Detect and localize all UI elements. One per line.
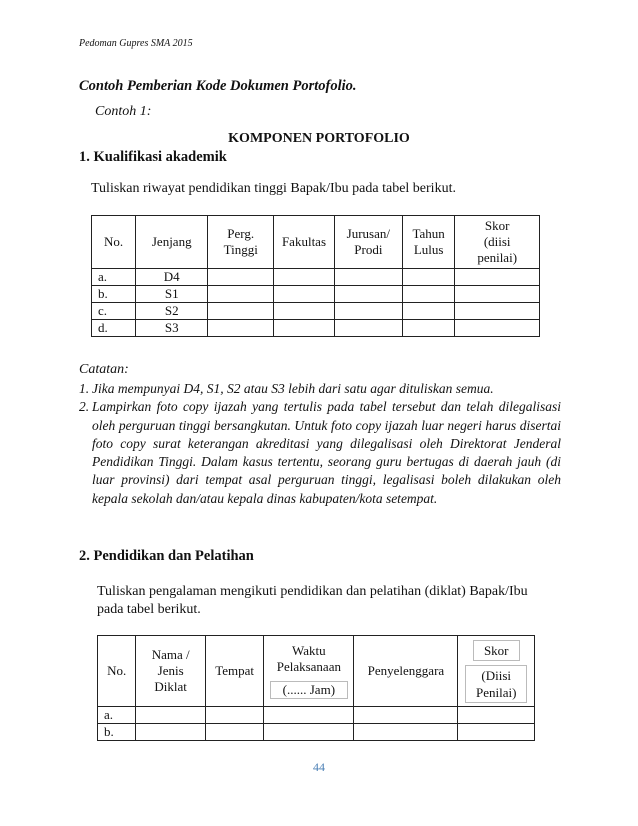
row-cell[interactable] [136, 707, 206, 724]
row-cell[interactable] [458, 707, 535, 724]
section1-instruction: Tuliskan riwayat pendidikan tinggi Bapak/Ibu pada tabel berikut. [91, 181, 456, 196]
header-perguruan-tinggi [208, 216, 274, 269]
row-cell[interactable] [455, 303, 540, 320]
row-cell[interactable] [334, 269, 402, 286]
table-row [92, 320, 540, 337]
notes-list [79, 380, 561, 508]
table-row [92, 303, 540, 320]
table-row [98, 707, 535, 724]
training-table [97, 635, 535, 741]
header-jurusan-line2: Prodi [354, 242, 383, 257]
row-cell[interactable] [264, 724, 354, 741]
header-waktu [264, 636, 354, 707]
section-title: Contoh Pemberian Kode Dokumen Portofolio. [79, 78, 357, 94]
row-no: a. [98, 707, 136, 724]
header-skor-line1: Skor [473, 640, 520, 661]
header-perg-line1: Perg. [227, 226, 255, 241]
row-cell[interactable] [402, 303, 454, 320]
row-cell[interactable] [208, 286, 274, 303]
row-cell[interactable] [402, 320, 454, 337]
header-skor-line2: (diisi [483, 234, 511, 249]
header-no: No. [98, 636, 136, 707]
row-jenjang: S1 [136, 286, 208, 303]
table-header-row [92, 216, 540, 269]
row-cell[interactable] [334, 303, 402, 320]
header-waktu-line3: (...... Jam) [270, 681, 348, 699]
header-tempat: Tempat [206, 636, 264, 707]
component-title [0, 131, 638, 147]
table-row [98, 724, 535, 741]
header-nama-line1: Nama / [151, 647, 190, 662]
page-number: 44 [313, 760, 325, 774]
row-no: d. [92, 320, 136, 337]
row-cell[interactable] [274, 286, 335, 303]
header-skor-line3: penilai) [477, 250, 518, 265]
row-cell[interactable] [264, 707, 354, 724]
row-no: b. [98, 724, 136, 741]
row-cell[interactable] [206, 707, 264, 724]
component-title-text: KOMPONEN PORTOFOLIO [228, 131, 410, 146]
header-skor [458, 636, 535, 707]
header-skor-line3: Penilai) [476, 684, 517, 700]
header-waktu-line1: Waktu [292, 643, 326, 658]
row-cell[interactable] [208, 269, 274, 286]
row-cell[interactable] [334, 320, 402, 337]
row-cell[interactable] [274, 320, 335, 337]
header-skor-box [465, 665, 527, 703]
row-cell[interactable] [402, 286, 454, 303]
row-cell[interactable] [208, 320, 274, 337]
row-no: b. [92, 286, 136, 303]
header-tahun-line1: Tahun [412, 226, 445, 241]
row-no: a. [92, 269, 136, 286]
header-jurusan [334, 216, 402, 269]
row-cell[interactable] [208, 303, 274, 320]
list-item [79, 398, 561, 508]
section1-heading: 1. Kualifikasi akademik [79, 149, 227, 165]
row-cell[interactable] [455, 269, 540, 286]
note-text: Lampirkan foto copy ijazah yang tertulis pada tabel tersebut dan telah dilegalisasi oleh perguruan tinggi bersangkutan. Untuk foto copy ijazah luar negeri harus disertai foto copy surat keterangan akreditasi yang dilegalisasi oleh Direktorat Jenderal Pendidikan Tinggi. Dalam kasus tertentu, seorang guru bertugas di daerah jauh (di luar provinsi) dari tempat asal perguruan tinggi, legalisasi boleh dilakukan oleh kepala sekolah dan/atau kepala dinas kabupaten/kota setempat. [92, 399, 561, 506]
row-cell[interactable] [455, 286, 540, 303]
row-cell[interactable] [458, 724, 535, 741]
header-nama-line3: Diklat [154, 679, 187, 694]
header-penyelenggara: Penyelenggara [354, 636, 458, 707]
header-jenjang: Jenjang [136, 216, 208, 269]
header-tahun-lulus [402, 216, 454, 269]
header-tahun-line2: Lulus [413, 242, 444, 257]
table-row [92, 269, 540, 286]
header-waktu-line2: Pelaksanaan [276, 659, 341, 674]
row-cell[interactable] [455, 320, 540, 337]
notes-label: Catatan: [79, 362, 129, 377]
section2-heading: 2. Pendidikan dan Pelatihan [79, 548, 254, 564]
example-label: Contoh 1: [95, 104, 152, 119]
row-cell[interactable] [274, 303, 335, 320]
row-cell[interactable] [136, 724, 206, 741]
header-nama-line2: Jenis [157, 663, 184, 678]
row-cell[interactable] [354, 724, 458, 741]
page-header: Pedoman Gupres SMA 2015 [79, 38, 193, 49]
row-jenjang: S3 [136, 320, 208, 337]
note-text: Jika mempunyai D4, S1, S2 atau S3 lebih dari satu agar dituliskan semua. [92, 381, 494, 396]
note-number: 2. [79, 399, 90, 415]
header-skor-line1: Skor [484, 218, 510, 233]
list-item [79, 380, 561, 398]
row-cell[interactable] [206, 724, 264, 741]
table-row [92, 286, 540, 303]
header-perg-line2: Tinggi [223, 242, 258, 257]
row-jenjang: D4 [136, 269, 208, 286]
header-skor [455, 216, 540, 269]
header-jurusan-line1: Jurusan/ [346, 226, 391, 241]
header-nama-diklat [136, 636, 206, 707]
row-cell[interactable] [354, 707, 458, 724]
section2-instruction: Tuliskan pengalaman mengikuti pendidikan dan pelatihan (diklat) Bapak/Ibu pada tabel berikut. [97, 584, 528, 617]
header-no: No. [92, 216, 136, 269]
row-jenjang: S2 [136, 303, 208, 320]
row-cell[interactable] [274, 269, 335, 286]
row-cell[interactable] [402, 269, 454, 286]
header-skor-line2: (Diisi [481, 667, 512, 683]
row-no: c. [92, 303, 136, 320]
table-header-row [98, 636, 535, 707]
header-fakultas: Fakultas [274, 216, 335, 269]
row-cell[interactable] [334, 286, 402, 303]
academic-table [91, 215, 540, 337]
note-number: 1. [79, 381, 90, 396]
